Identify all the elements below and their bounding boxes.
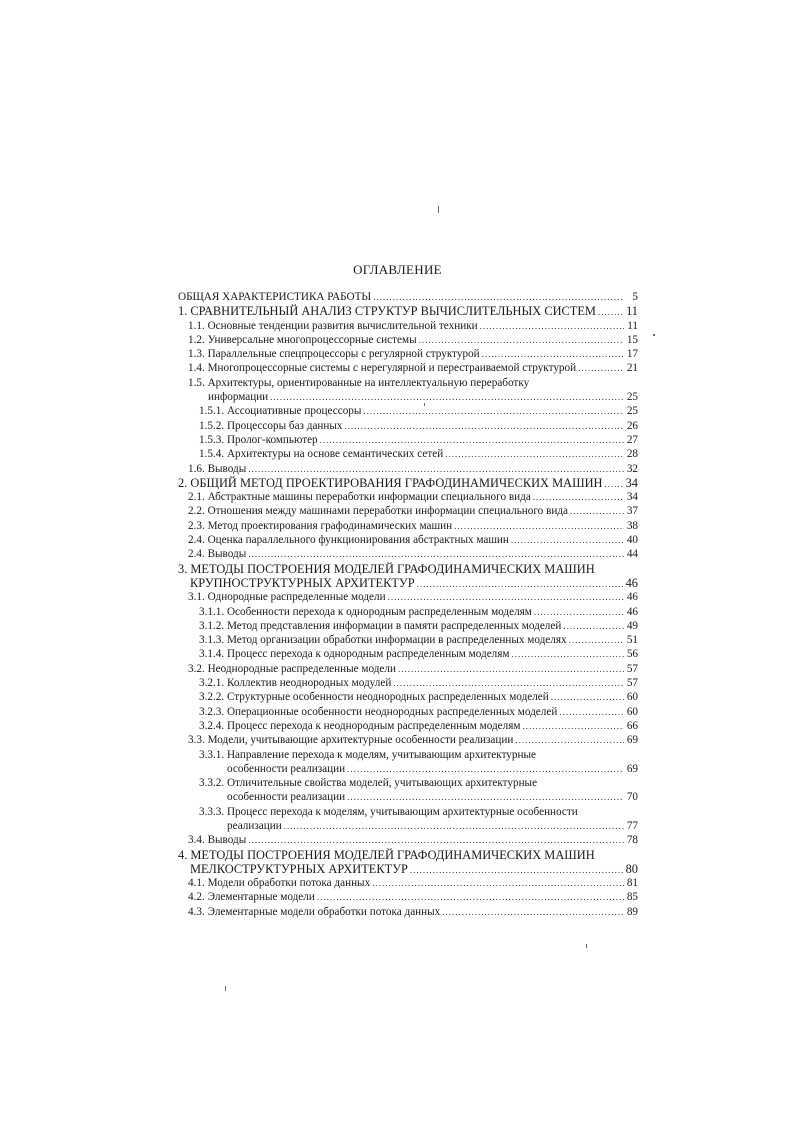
toc-entry — [178, 504, 638, 518]
toc-entry — [178, 519, 638, 533]
toc-entry — [178, 776, 638, 805]
toc-entry-label: особенности реализации — [227, 791, 346, 804]
dot-leader — [454, 519, 624, 533]
toc-entry — [178, 647, 638, 661]
dot-leader — [604, 477, 623, 491]
toc-entry-page-number: 60 — [626, 705, 638, 718]
toc-entry-page-number: 44 — [626, 548, 638, 561]
toc-entry-label: 2. ОБЩИЙ МЕТОД ПРОЕКТИРОВАНИЯ ГРАФОДИНАМИЧЕСКИХ МАШИН — [178, 475, 603, 490]
dot-leader — [598, 305, 624, 319]
toc-entry — [178, 833, 638, 847]
toc-entry-page-number: 21 — [626, 362, 638, 375]
toc-entry-page-number: 85 — [626, 891, 638, 904]
toc-entry-page-number: 46 — [626, 605, 638, 618]
scan-mark — [653, 334, 655, 336]
toc-entry-label: 2.3. Метод проектирования графодинамических машин — [188, 519, 453, 532]
toc-entry-label: 3.2.2. Структурные особенности неоднородных распределенных моделей — [199, 691, 549, 704]
dot-leader — [419, 333, 624, 347]
toc-entry — [178, 419, 638, 433]
toc-entry-page-number: 70 — [626, 791, 638, 804]
dot-leader — [482, 347, 624, 361]
toc-entry — [178, 876, 638, 890]
toc-entry-page-number: 66 — [626, 719, 638, 732]
toc-entry-page-number: 11 — [627, 319, 638, 332]
toc-entry-page-number: 27 — [626, 433, 638, 446]
toc-entry-page-number: 81 — [626, 877, 638, 890]
toc-entry-label: 3.1.3. Метод организации обработки информации в распределенных моделях — [199, 634, 567, 647]
dot-leader — [551, 690, 624, 704]
dot-leader — [522, 719, 624, 733]
toc-entry — [178, 304, 638, 318]
toc-entry-page-number: 77 — [626, 819, 638, 832]
toc-entry-page-number: 46 — [625, 575, 638, 590]
toc-entry-page-number: 17 — [626, 348, 638, 361]
toc-entry — [178, 376, 638, 405]
toc-entry — [178, 605, 638, 619]
dot-leader — [533, 490, 624, 504]
toc-entry-label: 1. СРАВНИТЕЛЬНЫЙ АНАЛИЗ СТРУКТУР ВЫЧИСЛИТЕЛЬНЫХ СИСТЕМ — [178, 304, 596, 319]
toc-entry-page-number: 69 — [626, 734, 638, 747]
dot-leader — [248, 833, 624, 847]
dot-leader — [393, 676, 624, 690]
scan-mark — [438, 206, 439, 213]
toc-entry-page-number: 25 — [626, 405, 638, 418]
dot-leader — [398, 662, 624, 676]
toc-entry-page-number: 32 — [626, 462, 638, 475]
toc-entry — [178, 290, 638, 304]
toc-entry-page-number: 57 — [626, 662, 638, 675]
toc-entry-page-number: 37 — [626, 505, 638, 518]
dot-leader — [515, 733, 624, 747]
dot-leader — [511, 647, 624, 661]
toc-entry — [178, 690, 638, 704]
toc-entry — [178, 590, 638, 604]
table-of-contents — [178, 290, 638, 919]
dot-leader — [578, 361, 624, 375]
dot-leader — [372, 876, 624, 890]
toc-entry-label: 2.4. Выводы — [188, 548, 247, 561]
toc-entry-label: 2.4. Оценка параллельного функционирования абстрактных машин — [188, 534, 509, 547]
toc-entry — [178, 404, 638, 418]
toc-entry-label: 3.1.4. Процесс перехода к однородным распределенным моделям — [199, 648, 510, 661]
toc-entry-title-line: 4. МЕТОДЫ ПОСТРОЕНИЯ МОДЕЛЕЙ ГРАФОДИНАМИЧЕСКИХ МАШИН — [178, 847, 595, 862]
dot-leader — [248, 547, 624, 561]
toc-entry — [178, 433, 638, 447]
toc-entry — [178, 890, 638, 904]
toc-entry-label: 3.2. Неоднородные распределенные модели — [188, 662, 396, 675]
dot-leader — [511, 533, 624, 547]
dot-leader — [563, 619, 624, 633]
toc-entry-label: 3.1. Однородные распределенные модели — [188, 591, 386, 604]
toc-entry-page-number: 26 — [626, 419, 638, 432]
toc-entry-label: 1.6. Выводы — [188, 462, 247, 475]
toc-entry-label: 1.5.1. Ассоциативные процессоры — [199, 405, 362, 418]
dot-leader — [388, 590, 624, 604]
toc-entry — [178, 719, 638, 733]
toc-entry — [178, 533, 638, 547]
toc-entry-label: особенности реализации — [227, 762, 346, 775]
page-title: ОГЛАВЛЕНИЕ — [353, 262, 442, 277]
toc-entry-label: 3.2.3. Операционные особенности неоднородных распределенных моделей — [199, 705, 558, 718]
toc-entry-page-number: 40 — [626, 534, 638, 547]
dot-leader — [569, 633, 624, 647]
toc-entry — [178, 319, 638, 333]
toc-entry-title-line: 3.3.3. Процесс перехода к моделям, учитывающим архитектурные особенности — [199, 805, 578, 818]
toc-entry-page-number: 56 — [626, 648, 638, 661]
toc-entry — [178, 905, 638, 919]
toc-entry-label: 1.4. Многопроцессорные системы с нерегулярной и перестраиваемой структурой — [188, 362, 577, 375]
dot-leader — [559, 705, 624, 719]
toc-entry-label: 1.2. Универсальне многопроцессорные системы — [188, 333, 417, 346]
toc-entry-label: 3.1.1. Особенности перехода к однородным распределенным моделям — [199, 605, 532, 618]
dot-leader — [570, 504, 624, 518]
dot-leader — [270, 390, 624, 404]
toc-entry-label: 2.2. Отношения между машинами переработки информации специального вида — [188, 505, 569, 518]
toc-entry-page-number: 34 — [625, 475, 638, 490]
dot-leader — [417, 577, 624, 591]
toc-entry-label: 3.4. Выводы — [188, 834, 247, 847]
toc-entry — [178, 447, 638, 461]
toc-entry-label: реализации — [227, 819, 282, 832]
toc-entry-page-number: 38 — [626, 519, 638, 532]
dot-leader — [410, 863, 624, 877]
toc-entry-label: 3.2.4. Процесс перехода к неоднородным распределенным моделям — [199, 719, 521, 732]
toc-entry-page-number: 46 — [626, 591, 638, 604]
toc-entry-page-number: 80 — [625, 861, 638, 876]
toc-entry-page-number: 57 — [626, 677, 638, 690]
dot-leader — [345, 419, 624, 433]
toc-entry-label: 4.3. Элементарные модели обработки потока данных — [188, 905, 441, 918]
toc-entry-label: 4.2. Элементарные модели — [188, 891, 315, 904]
toc-entry-page-number: 25 — [626, 391, 638, 404]
toc-entry-label: 1.5.4. Архитектуры на основе семантических сетей — [199, 448, 444, 461]
dot-leader — [320, 433, 624, 447]
dot-leader — [317, 890, 624, 904]
dot-leader — [445, 447, 624, 461]
toc-entry-title-line: 3.3.1. Направление перехода к моделям, учитывающим архитектурные — [199, 748, 536, 761]
toc-entry — [178, 462, 638, 476]
toc-entry-label: 1.5.3. Пролог-компьютер — [199, 433, 318, 446]
toc-entry-label: МЕЛКОСТРУКТУРНЫХ АРХИТЕКТУР — [190, 861, 408, 876]
dot-leader — [347, 790, 624, 804]
toc-entry — [178, 347, 638, 361]
toc-entry-page-number: 34 — [626, 491, 638, 504]
toc-entry — [178, 705, 638, 719]
toc-entry-label: КРУПНОСТРУКТУРНЫХ АРХИТЕКТУР — [190, 575, 415, 590]
dot-leader — [534, 605, 624, 619]
dot-leader — [480, 319, 624, 333]
toc-entry-label: 4.1. Модели обработки потока данных — [188, 877, 371, 890]
toc-entry — [178, 361, 638, 375]
toc-entry — [178, 805, 638, 834]
scan-mark — [424, 403, 425, 406]
toc-entry-label: информации — [208, 391, 269, 404]
toc-entry-label: 3.1.2. Метод представления информации в памяти распределенных моделей — [199, 619, 562, 632]
toc-entry-page-number: 15 — [626, 333, 638, 346]
toc-entry-page-number: 78 — [626, 834, 638, 847]
scan-mark — [225, 986, 226, 991]
toc-entry-label: 1.1. Основные тенденции развития вычислительной техники — [188, 319, 478, 332]
toc-entry — [178, 333, 638, 347]
toc-entry-page-number: 89 — [626, 905, 638, 918]
toc-entry — [178, 662, 638, 676]
toc-entry-page-number: 69 — [626, 762, 638, 775]
dot-leader — [363, 404, 624, 418]
dot-leader — [442, 905, 624, 919]
toc-entry — [178, 619, 638, 633]
toc-entry-label: 1.5.2. Процессоры баз данных — [199, 419, 343, 432]
toc-entry-label: 3.2.1. Коллектив неоднородных модулей — [199, 677, 392, 690]
toc-entry-title-line: 3. МЕТОДЫ ПОСТРОЕНИЯ МОДЕЛЕЙ ГРАФОДИНАМИЧЕСКИХ МАШИН — [178, 561, 595, 576]
toc-entry-label: 3.3. Модели, учитывающие архитектурные особенности реализации — [188, 734, 514, 747]
toc-entry-label: 2.1. Абстрактные машины переработки информации специального вида — [188, 491, 531, 504]
toc-entry-title-line: 3.3.2. Отличительные свойства моделей, учитывающих архитектурные — [199, 777, 538, 790]
toc-entry-page-number: 60 — [626, 691, 638, 704]
toc-entry-title-line: 1.5. Архитектуры, ориентированные на интеллектуальную переработку — [188, 376, 530, 389]
toc-entry-page-number: 5 — [632, 291, 638, 303]
dot-leader — [248, 462, 624, 476]
toc-entry — [178, 676, 638, 690]
toc-entry — [178, 748, 638, 777]
toc-entry — [178, 547, 638, 561]
toc-entry-page-number: 51 — [626, 634, 638, 647]
toc-entry-page-number: 49 — [626, 619, 638, 632]
toc-entry — [178, 476, 638, 490]
scan-mark — [586, 944, 587, 948]
toc-entry-page-number: 11 — [626, 304, 638, 319]
toc-entry-label: ОБЩАЯ ХАРАКТЕРИСТИКА РАБОТЫ — [178, 291, 372, 303]
dot-leader — [347, 762, 624, 776]
toc-entry — [178, 633, 638, 647]
toc-entry-label: 1.3. Параллельные спецпроцессоры с регулярной структурой — [188, 348, 480, 361]
toc-entry — [178, 490, 638, 504]
toc-entry — [178, 562, 638, 591]
toc-entry — [178, 733, 638, 747]
dot-leader — [373, 290, 624, 304]
toc-entry — [178, 848, 638, 877]
dot-leader — [284, 819, 624, 833]
toc-entry-page-number: 28 — [626, 448, 638, 461]
